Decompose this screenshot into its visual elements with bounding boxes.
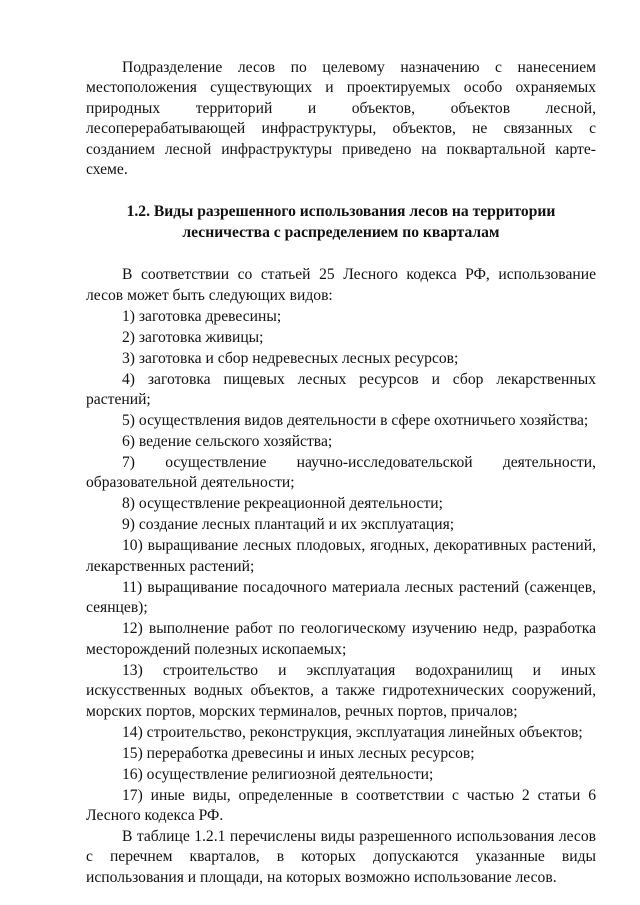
- usage-types-list: [86, 307, 596, 827]
- list-item: 2) заготовка живицы;: [122, 328, 264, 346]
- document-page: [86, 58, 596, 888]
- list-item: 17) иные виды, определенные в соответствии с частью 2 статьи 6 Лесного кодекса РФ.: [86, 786, 596, 824]
- list-item: 8) осуществление рекреационной деятельности;: [122, 495, 443, 513]
- list-item: 10) выращивание лесных плодовых, ягодных, декоративных растений, лекарственных растений;: [86, 537, 596, 575]
- list-item: 16) осуществление религиозной деятельности;: [122, 765, 434, 783]
- closing-paragraph: В таблице 1.2.1 перечислены виды разрешенного использования лесов с перечнем кварталов, в которых допускаются указанные виды использования и площади, на которых возможно использование лесов.: [86, 827, 596, 886]
- intro-paragraph: Подразделение лесов по целевому назначению с нанесением местоположения существующих и проектируемых особо охраняемых природных территорий и объектов, объектов лесной, лесоперерабатывающей инфраструктуры, объектов, не связанных с созданием лесной инфраструктуры приведено на поквартальной карте-схеме.: [86, 59, 596, 179]
- list-item: 6) ведение сельского хозяйства;: [122, 433, 333, 451]
- lead-paragraph: В соответствии со статьей 25 Лесного кодекса РФ, использование лесов может быть следующих видов:: [86, 266, 596, 304]
- list-item: 12) выполнение работ по геологическому изучению недр, разработка месторождений полезных ископаемых;: [86, 620, 596, 658]
- list-item: 13) строительство и эксплуатация водохранилищ и иных искусственных водных объектов, а также гидротехнических сооружений, морских портов, морских терминалов, речных портов, причалов;: [86, 661, 596, 720]
- section-heading: 1.2. Виды разрешенного использования лесов на территории лесничества с распределением по кварталам: [126, 203, 556, 241]
- list-item: 5) осуществления видов деятельности в сфере охотничьего хозяйства;: [122, 412, 589, 430]
- list-item: 1) заготовка древесины;: [122, 307, 282, 325]
- list-item: 15) переработка древесины и иных лесных ресурсов;: [122, 744, 475, 762]
- list-item: 14) строительство, реконструкция, эксплуатация линейных объектов;: [122, 723, 583, 741]
- list-item: 11) выращивание посадочного материала лесных растений (саженцев, сеянцев);: [86, 578, 596, 617]
- list-item: 7) осуществление научно-исследовательской деятельности, образовательной деятельности;: [86, 454, 596, 492]
- list-item: 4) заготовка пищевых лесных ресурсов и сбор лекарственных растений;: [86, 370, 596, 409]
- list-item: 9) создание лесных плантаций и их эксплуатация;: [122, 516, 455, 534]
- list-item: 3) заготовка и сбор недревесных лесных ресурсов;: [122, 349, 459, 367]
